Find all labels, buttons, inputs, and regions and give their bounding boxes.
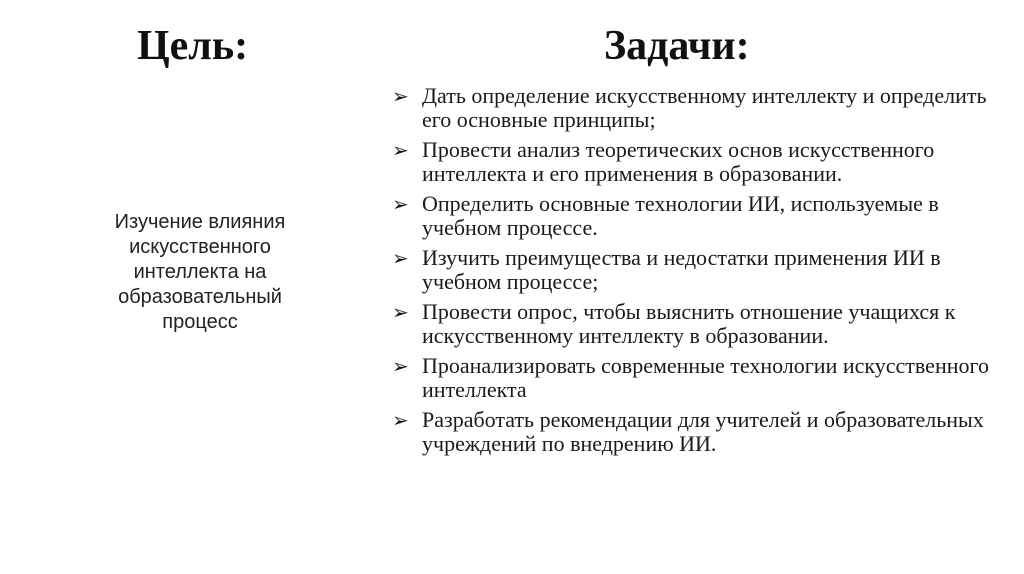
task-text: Провести опрос, чтобы выяснить отношение учащихся к искусственному интеллекту в образовании. [422,299,956,348]
task-text: Изучить преимущества и недостатки применения ИИ в учебном процессе; [422,245,941,294]
arrow-bullet-icon: ➢ [392,138,409,162]
arrow-bullet-icon: ➢ [392,84,409,108]
goal-heading: Цель: [137,23,249,69]
tasks-heading: Задачи: [604,23,750,69]
goal-text: Изучение влияния искусственного интеллекта на образовательный процесс [114,211,286,333]
arrow-bullet-icon: ➢ [392,408,409,432]
task-text: Разработать рекомендации для учителей и образовательных учреждений по внедрению ИИ. [422,407,984,456]
arrow-bullet-icon: ➢ [392,354,409,378]
task-text: Проанализировать современные технологии искусственного интеллекта [422,353,989,402]
arrow-bullet-icon: ➢ [392,246,409,270]
task-item [392,246,1002,294]
task-text: Дать определение искусственному интеллекту и определить его основные принципы; [422,83,987,132]
task-item [392,354,1002,402]
task-text: Определить основные технологии ИИ, используемые в учебном процессе. [422,191,939,240]
task-item [392,84,1002,132]
task-text: Провести анализ теоретических основ искусственного интеллекта и его применения в образовании. [422,137,935,186]
arrow-bullet-icon: ➢ [392,192,409,216]
task-item [392,192,1002,240]
tasks-list [392,84,1002,462]
arrow-bullet-icon: ➢ [392,300,409,324]
task-item [392,138,1002,186]
task-item [392,300,1002,348]
task-item [392,408,1002,456]
